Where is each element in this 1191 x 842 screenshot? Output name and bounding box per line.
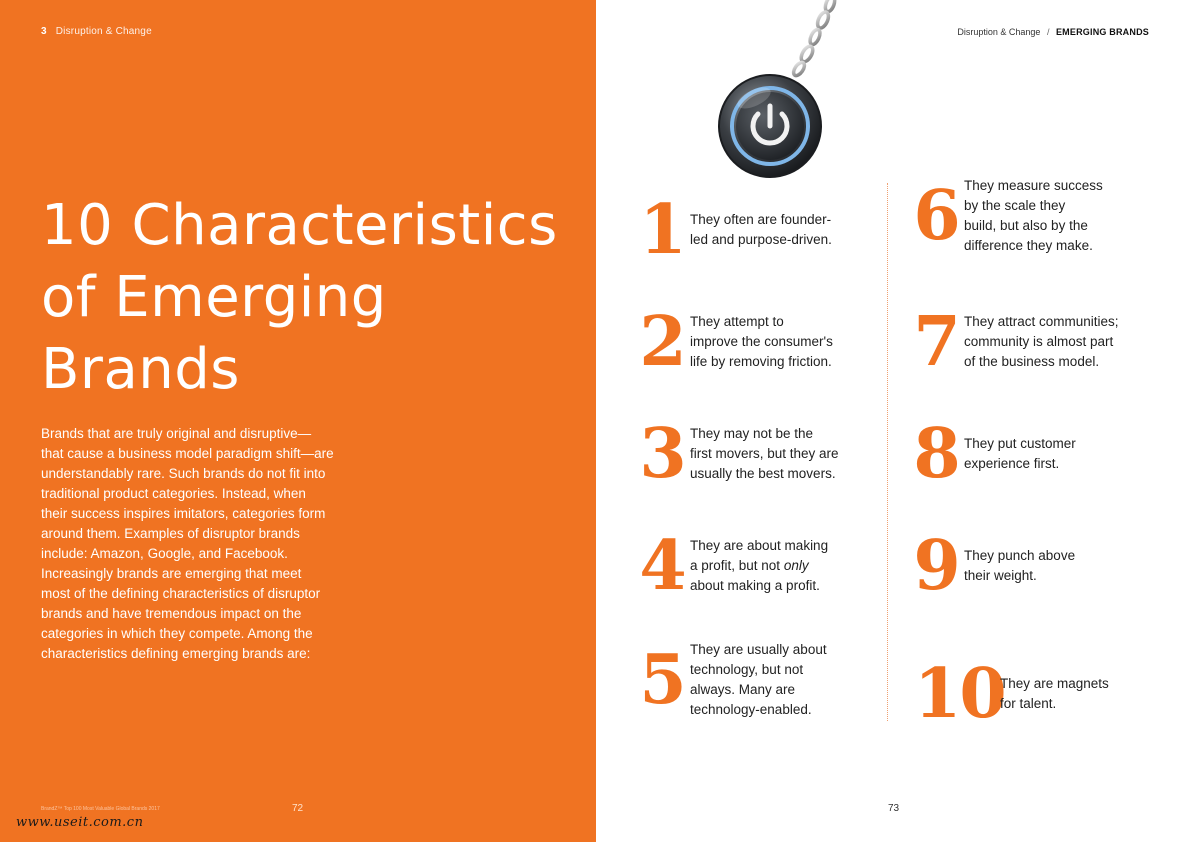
characteristic-3 bbox=[636, 414, 839, 494]
right-page bbox=[596, 0, 1191, 842]
section-title: Disruption & Change bbox=[55, 26, 152, 37]
page-title bbox=[41, 190, 581, 406]
text-line: They may not be the bbox=[690, 426, 814, 441]
text-line: of the business model. bbox=[964, 354, 1100, 369]
characteristic-text bbox=[964, 546, 1075, 586]
characteristic-number: 1 bbox=[639, 190, 687, 270]
text-line: community is almost part bbox=[964, 334, 1114, 349]
text-line: always. Many are bbox=[690, 682, 796, 697]
characteristic-9 bbox=[910, 526, 1076, 606]
intro-line: most of the defining characteristics of disruptor bbox=[41, 586, 321, 601]
text-fragment: a profit, but not bbox=[690, 558, 781, 573]
intro-line: Increasingly brands are emerging that meet bbox=[41, 566, 302, 581]
intro-line: understandably rare. Such brands do not fit into bbox=[41, 466, 326, 481]
characteristic-number: 6 bbox=[913, 176, 961, 256]
watermark: www.useit.com.cn bbox=[16, 815, 144, 830]
intro-line: traditional product categories. Instead, when bbox=[41, 486, 306, 501]
column-divider bbox=[887, 183, 888, 721]
emphasis-word: only bbox=[783, 558, 809, 573]
characteristic-text bbox=[690, 210, 832, 250]
intro-line: characteristics defining emerging brands are: bbox=[41, 646, 311, 661]
text-line: They punch above bbox=[964, 548, 1076, 563]
characteristic-7 bbox=[910, 302, 1119, 382]
characteristic-text bbox=[690, 312, 833, 372]
text-line: They are about making bbox=[690, 538, 829, 553]
characteristic-text bbox=[1000, 674, 1109, 714]
characteristic-5 bbox=[636, 640, 827, 720]
text-line: led and purpose-driven. bbox=[690, 232, 832, 247]
characteristic-text bbox=[964, 434, 1076, 474]
characteristic-number: 4 bbox=[639, 526, 687, 606]
characteristic-6 bbox=[910, 176, 1103, 256]
text-line bbox=[690, 556, 828, 576]
text-line: technology, but not bbox=[690, 662, 804, 677]
text-line: first movers, but they are bbox=[690, 446, 839, 461]
section-header bbox=[41, 26, 152, 37]
text-line: about making a profit. bbox=[690, 578, 820, 593]
text-line: They measure success bbox=[964, 178, 1103, 193]
page-number-right: 73 bbox=[888, 803, 900, 814]
text-line: They are usually about bbox=[690, 642, 827, 657]
text-line: They attract communities; bbox=[964, 314, 1119, 329]
text-line: build, but also by the bbox=[964, 218, 1088, 233]
characteristic-text bbox=[690, 640, 827, 720]
header-separator: / bbox=[1046, 27, 1050, 37]
text-line: usually the best movers. bbox=[690, 466, 836, 481]
characteristic-8 bbox=[910, 414, 1076, 494]
header-section: Disruption & Change bbox=[957, 27, 1041, 37]
text-line: their weight. bbox=[964, 568, 1037, 583]
characteristic-2 bbox=[636, 302, 833, 382]
intro-line: categories in which they compete. Among the bbox=[41, 626, 313, 641]
intro-line: their success inspires imitators, categories form bbox=[41, 506, 326, 521]
text-line: They put customer bbox=[964, 436, 1076, 451]
characteristic-number: 2 bbox=[639, 302, 687, 382]
intro-line: that cause a business model paradigm shift—are bbox=[41, 446, 334, 461]
text-line: experience first. bbox=[964, 456, 1060, 471]
text-line: improve the consumer's bbox=[690, 334, 833, 349]
characteristic-text bbox=[964, 312, 1119, 372]
footer-note: BrandZ™ Top 100 Most Valuable Global Brands 2017 bbox=[41, 806, 160, 812]
text-line: difference they make. bbox=[964, 238, 1093, 253]
text-line: by the scale they bbox=[964, 198, 1066, 213]
intro-line: brands and have tremendous impact on the bbox=[41, 606, 302, 621]
intro-paragraph bbox=[41, 424, 381, 664]
intro-line: around them. Examples of disruptor brands bbox=[41, 526, 300, 541]
characteristic-10 bbox=[914, 654, 1109, 734]
text-line: for talent. bbox=[1000, 696, 1057, 711]
characteristic-number: 9 bbox=[913, 526, 961, 606]
characteristic-number: 10 bbox=[914, 654, 1005, 734]
characteristic-text bbox=[690, 424, 839, 484]
title-line: of Emerging bbox=[41, 265, 387, 330]
header-topic: EMERGING BRANDS bbox=[1055, 27, 1149, 37]
text-line: life by removing friction. bbox=[690, 354, 832, 369]
page-number-left: 72 bbox=[292, 803, 304, 814]
intro-line: include: Amazon, Google, and Facebook. bbox=[41, 546, 288, 561]
characteristic-4 bbox=[636, 526, 829, 606]
characteristic-number: 5 bbox=[639, 640, 687, 720]
characteristic-text bbox=[690, 536, 828, 596]
characteristic-number: 3 bbox=[639, 414, 687, 494]
text-line: They attempt to bbox=[690, 314, 784, 329]
running-header bbox=[957, 27, 1149, 37]
characteristic-text bbox=[964, 176, 1103, 256]
title-line: 10 Characteristics bbox=[41, 193, 558, 258]
text-line: They are magnets bbox=[1000, 676, 1109, 691]
title-line: Brands bbox=[41, 337, 240, 402]
text-line: technology-enabled. bbox=[690, 702, 812, 717]
characteristic-number: 8 bbox=[913, 414, 961, 494]
intro-line: Brands that are truly original and disruptive— bbox=[41, 426, 312, 441]
characteristic-number: 7 bbox=[913, 302, 961, 382]
power-button-wrecking-ball-icon bbox=[714, 0, 844, 185]
text-line: They often are founder- bbox=[690, 212, 832, 227]
section-number: 3 bbox=[41, 26, 47, 37]
characteristic-1 bbox=[636, 190, 832, 270]
